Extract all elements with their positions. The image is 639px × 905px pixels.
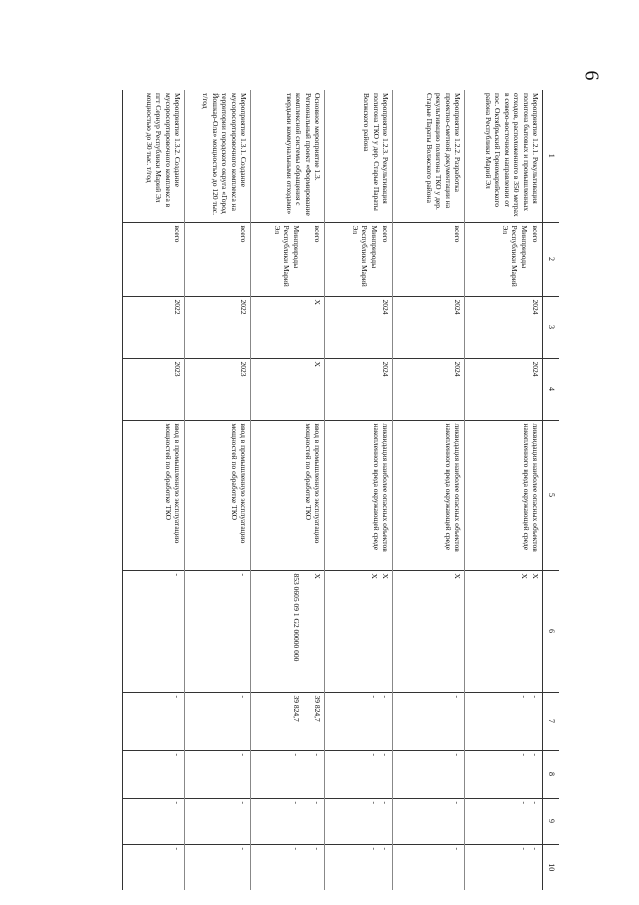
header-cell: 4 xyxy=(543,358,560,420)
page-number: 6 xyxy=(580,70,603,81)
expected-result: ликвидация наиболее опасных объектов накопленного вреда окружающей среде xyxy=(465,420,543,570)
start-year: X xyxy=(251,296,325,358)
measure-name: Основное мероприятие 1.3. Региональный проект «Формирование комплексной системы обращения с твердыми коммунальными отходами» xyxy=(251,90,325,222)
budget-code: X xyxy=(519,573,529,579)
value: - xyxy=(313,753,322,756)
executor-cell xyxy=(185,222,251,296)
table-row xyxy=(393,90,465,890)
value: - xyxy=(369,695,379,698)
value: - xyxy=(531,753,540,756)
measure-name: Мероприятие 1.2.2. Разработка проектно-сметной документации на рекультивацию полигона ТКО у дер. Старые Параты Волжского района xyxy=(393,90,465,222)
header-row xyxy=(543,90,560,890)
header-cell: 9 xyxy=(543,798,560,844)
budget-code-cell xyxy=(393,570,465,692)
budget-code: X xyxy=(531,573,540,579)
value-cell xyxy=(325,750,393,798)
budget-code-cell xyxy=(325,570,393,692)
value-cell xyxy=(325,692,393,750)
value: - xyxy=(291,753,301,756)
executor-line: всего xyxy=(381,225,390,243)
executor-line: всего xyxy=(313,225,322,243)
value: - xyxy=(531,801,540,804)
measure-name: Мероприятие 1.3.1. Создание мусоросортировочного комплекса на территории городского округа «Город Йошкар-Ола» мощностью до 120 тыс. т/год xyxy=(185,90,251,222)
value-cell xyxy=(393,692,465,750)
header-cell: 2 xyxy=(543,222,560,296)
start-year: 2022 xyxy=(123,296,185,358)
start-year: 2024 xyxy=(325,296,393,358)
start-year: 2024 xyxy=(465,296,543,358)
rotated-table-container xyxy=(59,90,559,890)
value: - xyxy=(531,847,540,850)
value: - xyxy=(519,695,529,698)
value: - xyxy=(453,695,462,698)
budget-code: 853 0605 09 1 G2 00000 000 xyxy=(291,573,301,662)
value-cell xyxy=(251,750,325,798)
expected-result: ввод в промышленную эксплуатацию мощностей по обработке ТКО xyxy=(185,420,251,570)
value-cell xyxy=(123,750,185,798)
executor-line: всего xyxy=(531,225,540,243)
value-cell xyxy=(465,750,543,798)
table-row xyxy=(185,90,251,890)
expected-result: ввод в промышленную эксплуатацию мощностей по обработке ТКО xyxy=(123,420,185,570)
executor-line: всего xyxy=(173,225,182,243)
value-cell xyxy=(393,844,465,890)
table-row xyxy=(251,90,325,890)
value-cell xyxy=(465,798,543,844)
measure-name: Мероприятие 1.3.2. Создание мусоросортировочного комплекса в пгт Сернур Республики Марий Эл мощностью до 30 тыс. т/год xyxy=(123,90,185,222)
value: - xyxy=(291,801,301,804)
executor-line: Минприроды Республики Марий Эл xyxy=(500,225,529,287)
header-cell: 3 xyxy=(543,296,560,358)
value: - xyxy=(381,753,390,756)
value-cell xyxy=(185,798,251,844)
value-cell xyxy=(123,844,185,890)
table-row xyxy=(123,90,185,890)
value: - xyxy=(531,695,540,698)
value: - xyxy=(173,753,182,756)
value-cell xyxy=(251,692,325,750)
value: - xyxy=(519,801,529,804)
executor-line: Минприроды Республики Марий Эл xyxy=(272,225,301,287)
value-cell xyxy=(393,750,465,798)
value: - xyxy=(369,801,379,804)
value: - xyxy=(453,847,462,850)
value-cell xyxy=(465,692,543,750)
end-year: X xyxy=(251,358,325,420)
value: - xyxy=(239,753,248,756)
value: - xyxy=(519,753,529,756)
value-cell xyxy=(123,692,185,750)
budget-code-cell xyxy=(465,570,543,692)
value: - xyxy=(313,801,322,804)
table-row xyxy=(325,90,393,890)
executor-cell xyxy=(393,222,465,296)
value-cell xyxy=(325,798,393,844)
budget-code-cell xyxy=(185,570,251,692)
value: - xyxy=(453,753,462,756)
value-cell xyxy=(393,798,465,844)
value-cell xyxy=(185,844,251,890)
value: - xyxy=(291,847,301,850)
table-row xyxy=(465,90,543,890)
header-cell: 8 xyxy=(543,750,560,798)
value: - xyxy=(173,695,182,698)
expected-result: ввод в промышленную эксплуатацию мощностей по обработке ТКО xyxy=(251,420,325,570)
value: 39 824,7 xyxy=(313,695,322,722)
value: - xyxy=(381,847,390,850)
value: 39 824,7 xyxy=(291,695,301,722)
value-cell xyxy=(251,798,325,844)
header-cell: 7 xyxy=(543,692,560,750)
value: - xyxy=(519,847,529,850)
value: - xyxy=(173,847,182,850)
value: - xyxy=(369,753,379,756)
budget-code: - xyxy=(239,573,248,576)
program-table xyxy=(122,90,559,890)
header-cell: 1 xyxy=(543,90,560,222)
value-cell xyxy=(123,798,185,844)
value: - xyxy=(381,695,390,698)
table-body xyxy=(123,90,543,890)
header-cell: 6 xyxy=(543,570,560,692)
budget-code-cell xyxy=(123,570,185,692)
end-year: 2023 xyxy=(123,358,185,420)
measure-name: Мероприятие 1.2.3. Рекультивация полигона ТКО у дер. Старые Параты Волжского района xyxy=(325,90,393,222)
value: - xyxy=(453,801,462,804)
start-year: 2024 xyxy=(393,296,465,358)
executor-cell xyxy=(251,222,325,296)
value: - xyxy=(313,847,322,850)
end-year: 2024 xyxy=(393,358,465,420)
executor-cell xyxy=(123,222,185,296)
budget-code-cell xyxy=(251,570,325,692)
expected-result: ликвидация наиболее опасных объектов накопленного вреда окружающей среде xyxy=(393,420,465,570)
executor-cell xyxy=(325,222,393,296)
measure-name: Мероприятие 1.2.1. Рекультивация полигона бытовых и промышленных отходов, расположенного в 350 метрах в северо-восточном направлении от пос. Октябрьский Горномарийского района Республики Марий Эл xyxy=(465,90,543,222)
expected-result: ликвидация наиболее опасных объектов накопленного вреда окружающей среде xyxy=(325,420,393,570)
budget-code: X xyxy=(313,573,322,579)
executor-line: всего xyxy=(239,225,248,243)
value-cell xyxy=(185,692,251,750)
value-cell xyxy=(325,844,393,890)
budget-code: X xyxy=(453,573,462,579)
header-cell: 10 xyxy=(543,844,560,890)
end-year: 2023 xyxy=(185,358,251,420)
value: - xyxy=(239,847,248,850)
value: - xyxy=(239,695,248,698)
value: - xyxy=(173,801,182,804)
end-year: 2024 xyxy=(325,358,393,420)
executor-line: Минприроды Республики Марий Эл xyxy=(350,225,379,287)
executor-line: всего xyxy=(453,225,462,243)
end-year: 2024 xyxy=(465,358,543,420)
value: - xyxy=(381,801,390,804)
budget-code: X xyxy=(381,573,390,579)
budget-code: X xyxy=(369,573,379,579)
value: - xyxy=(239,801,248,804)
value-cell xyxy=(465,844,543,890)
value-cell xyxy=(251,844,325,890)
value: - xyxy=(369,847,379,850)
value-cell xyxy=(185,750,251,798)
header-cell: 5 xyxy=(543,420,560,570)
start-year: 2022 xyxy=(185,296,251,358)
executor-cell xyxy=(465,222,543,296)
budget-code: - xyxy=(173,573,182,576)
